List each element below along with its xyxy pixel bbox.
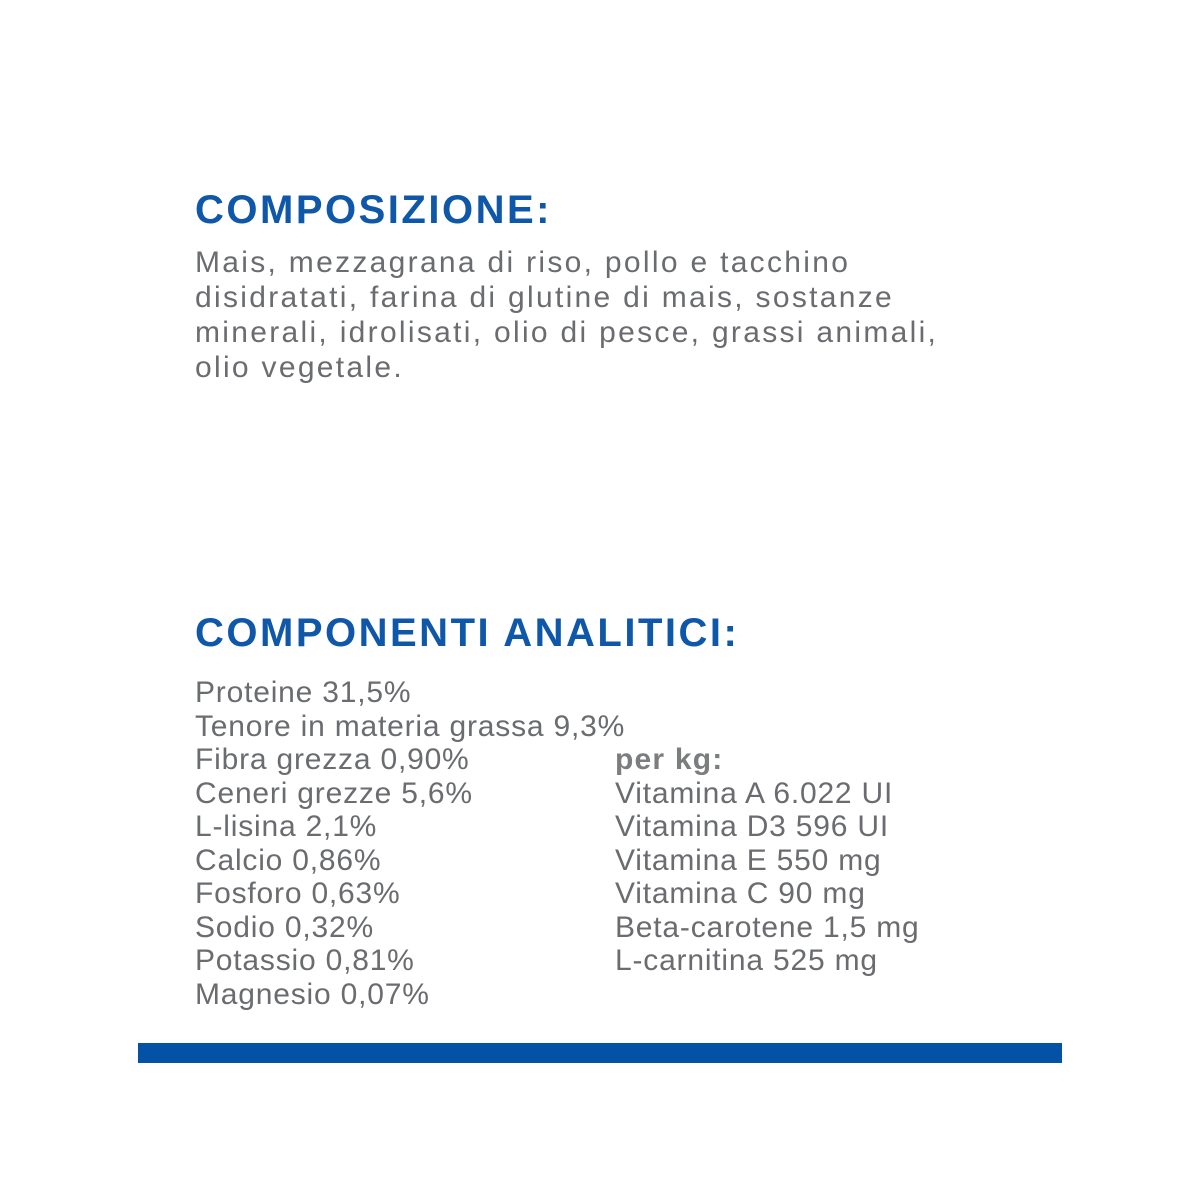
per-kg-label: per kg: bbox=[615, 743, 724, 776]
composition-line: Mais, mezzagrana di riso, pollo e tacchino bbox=[195, 246, 851, 279]
analytics-item: Vitamina D3 596 UI bbox=[615, 810, 889, 843]
analytics-item: Potassio 0,81% bbox=[195, 944, 415, 977]
composition-line: olio vegetale. bbox=[195, 351, 404, 384]
analytics-item: Ceneri grezze 5,6% bbox=[195, 776, 473, 810]
analytics-item: L-lisina 2,1% bbox=[195, 810, 378, 843]
analytics-heading: COMPONENTI ANALITICI: bbox=[195, 611, 740, 655]
analytics-item: Vitamina A 6.022 UI bbox=[615, 776, 894, 810]
analytics-item: L-carnitina 525 mg bbox=[615, 944, 878, 977]
composition-heading: COMPOSIZIONE: bbox=[195, 188, 552, 232]
composition-text bbox=[195, 245, 938, 385]
analytics-item: Beta-carotene 1,5 mg bbox=[615, 910, 920, 944]
analytics-item: Vitamina E 550 mg bbox=[615, 843, 882, 877]
bottom-divider-bar bbox=[138, 1043, 1062, 1063]
analytics-left-column bbox=[195, 676, 625, 1011]
composition-line: disidratati, farina di glutine di mais, sostanze bbox=[195, 281, 895, 314]
analytics-item: Tenore in materia grassa 9,3% bbox=[195, 709, 626, 743]
analytics-right-column bbox=[615, 743, 920, 978]
analytics-item: Fibra grezza 0,90% bbox=[195, 743, 470, 776]
analytics-item: Calcio 0,86% bbox=[195, 843, 382, 877]
analytics-item: Proteine 31,5% bbox=[195, 676, 412, 709]
analytics-item: Vitamina C 90 mg bbox=[615, 877, 866, 910]
composition-line: minerali, idrolisati, olio di pesce, grassi animali, bbox=[195, 316, 939, 349]
analytics-item: Sodio 0,32% bbox=[195, 910, 374, 944]
analytics-item: Fosforo 0,63% bbox=[195, 877, 401, 910]
analytics-item: Magnesio 0,07% bbox=[195, 977, 430, 1011]
